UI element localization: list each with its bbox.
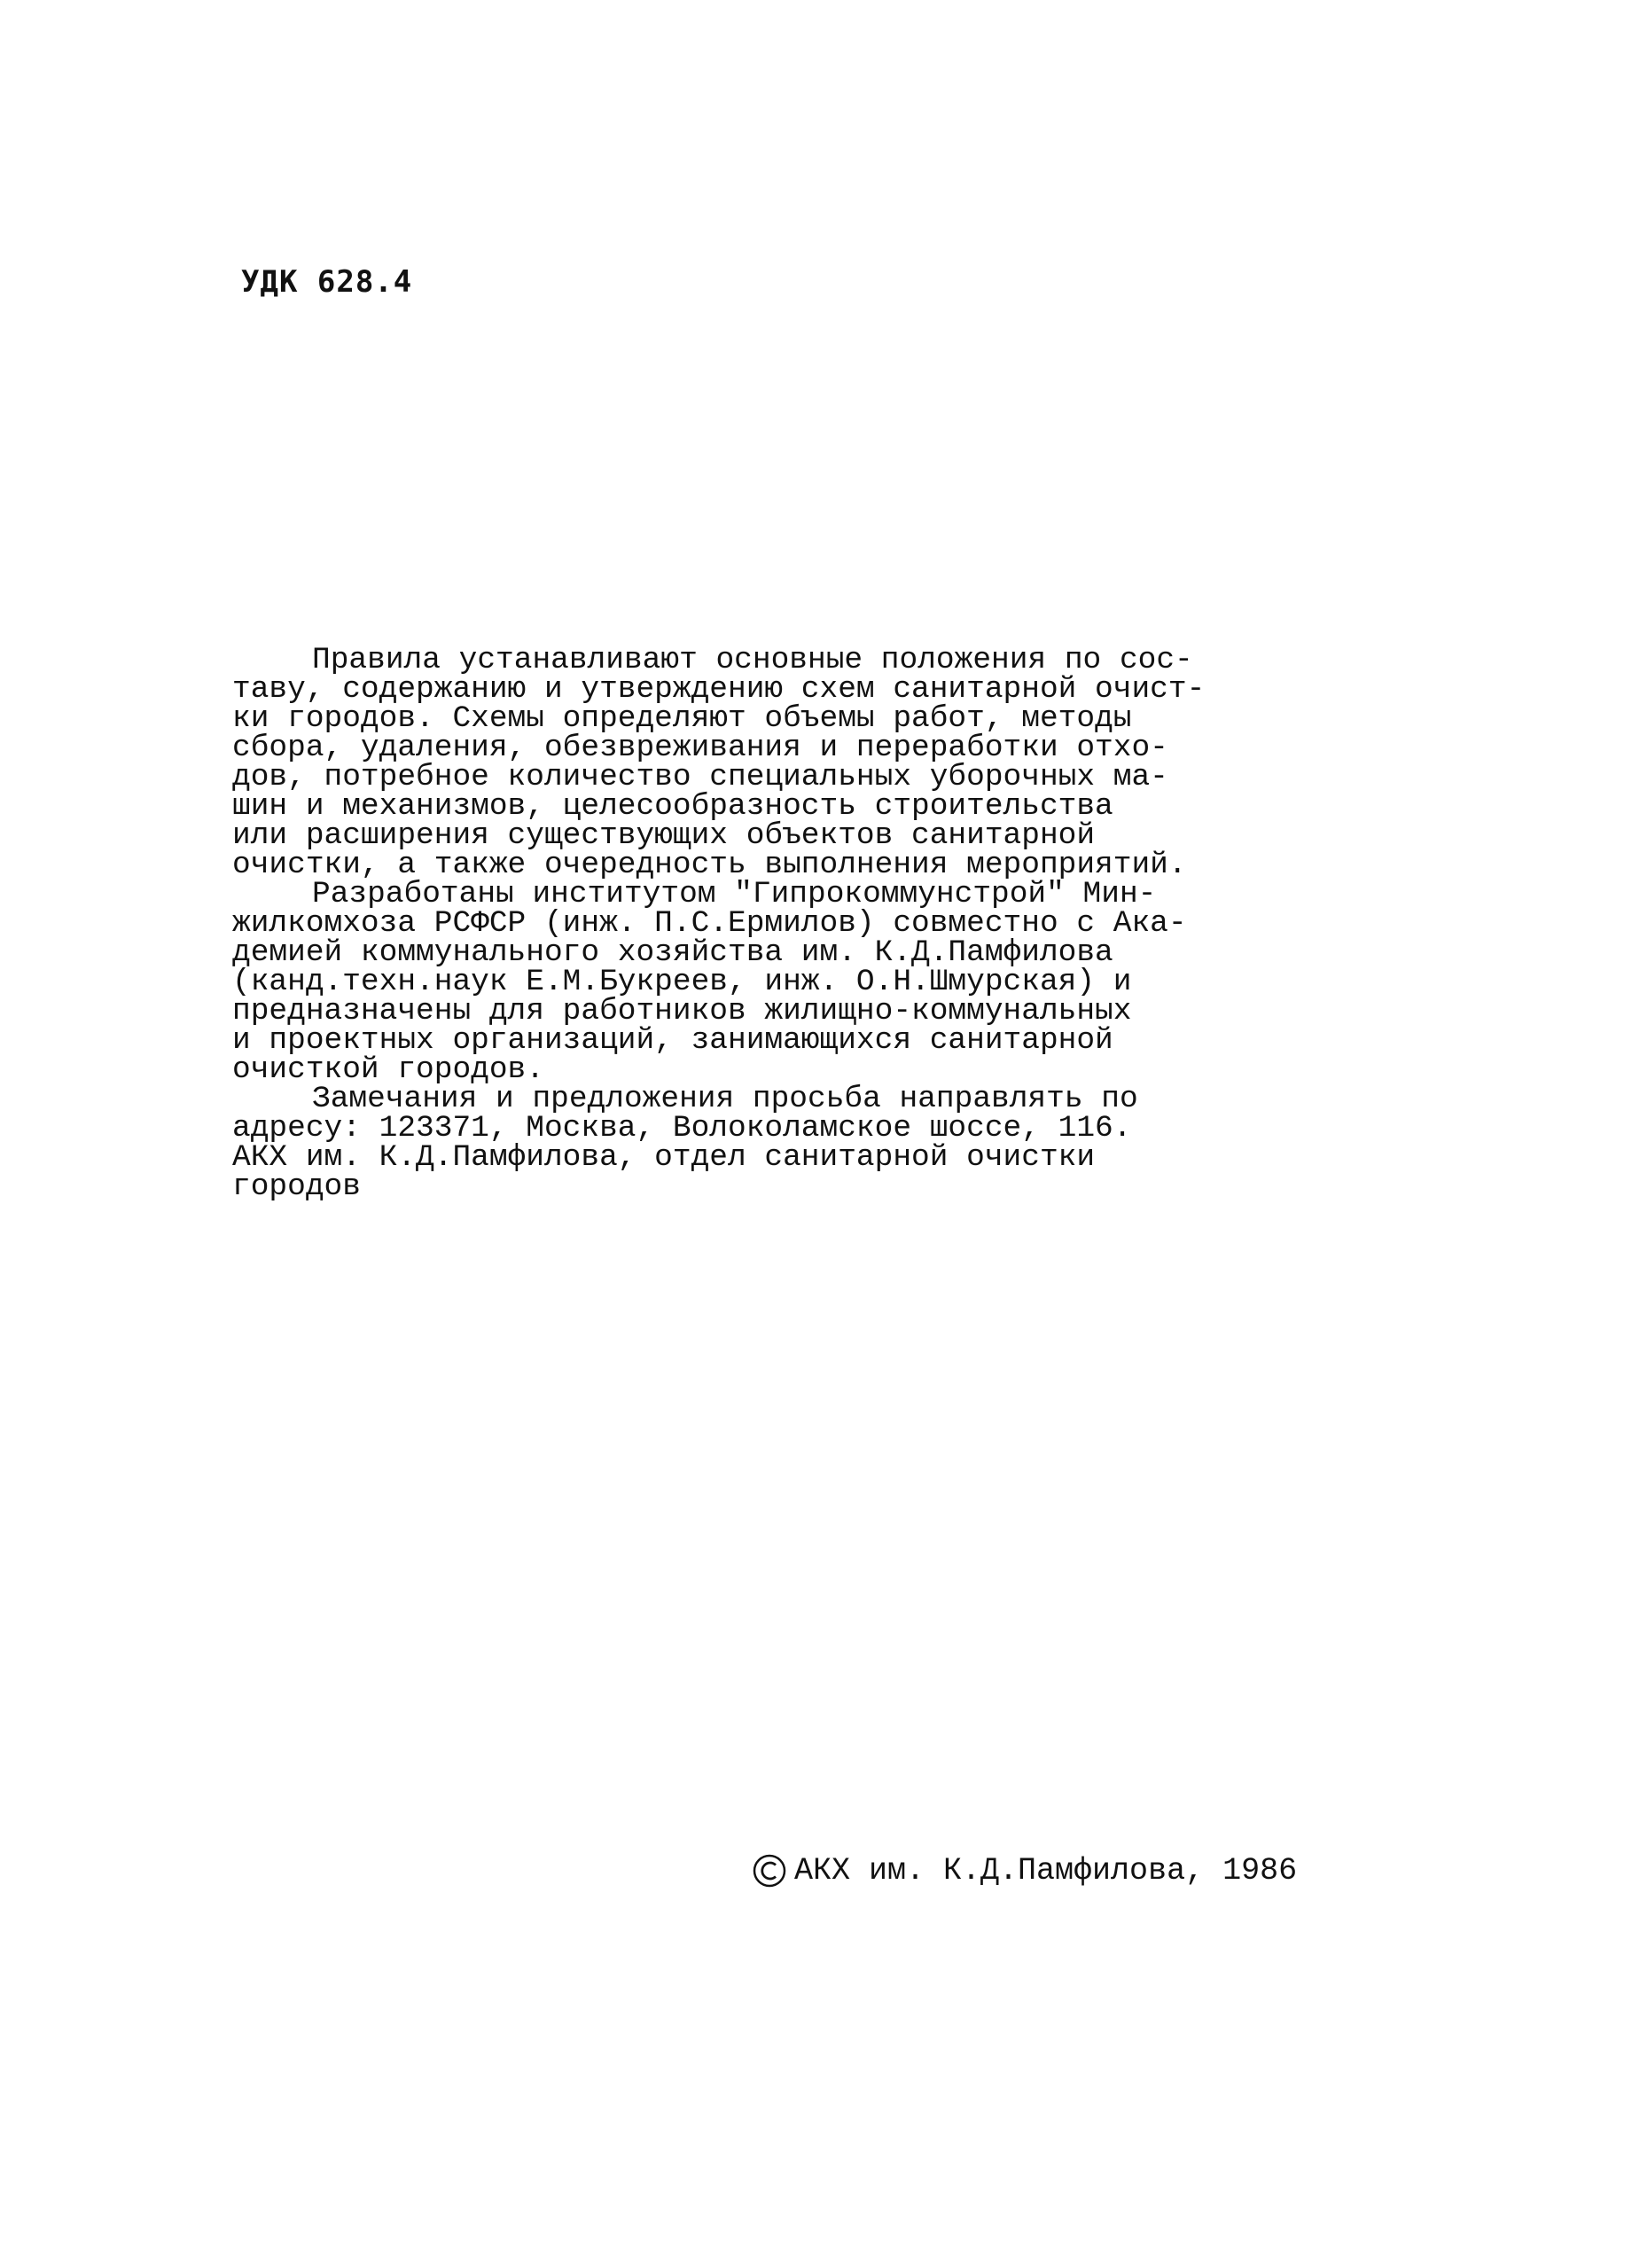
text-line: или расширения существующих объектов санитарной bbox=[232, 818, 1096, 853]
text-line: адресу: 123371, Москва, Волоколамское шоссе, 116. bbox=[232, 1111, 1132, 1146]
text-line: АКХ им. К.Д.Памфилова, отдел санитарной очистки bbox=[232, 1140, 1096, 1175]
udc-code: УДК 628.4 bbox=[241, 264, 413, 300]
text-line: шин и механизмов, целесообразность строительства bbox=[232, 789, 1113, 824]
paragraph-authors bbox=[232, 877, 1305, 1087]
text-line: дов, потребное количество специальных уборочных ма- bbox=[232, 760, 1168, 794]
text-line: демией коммунального хозяйства им. К.Д.Памфилова bbox=[232, 935, 1113, 970]
copyright-icon bbox=[752, 1853, 787, 1889]
text-line: городов bbox=[232, 1169, 361, 1204]
text-line: таву, содержанию и утверждению схем санитарной очист- bbox=[232, 672, 1206, 707]
text-line: сбора, удаления, обезвреживания и переработки отхо- bbox=[232, 731, 1168, 765]
paragraph-contact bbox=[232, 1082, 1305, 1204]
text-line: Разработаны институтом "Гипрокоммунстрой" Мин- bbox=[312, 877, 1157, 911]
text-line: ки городов. Схемы определяют объемы работ, методы bbox=[232, 701, 1132, 736]
text-line: предназначены для работников жилищно-коммунальных bbox=[232, 994, 1132, 1028]
copyright-text: АКХ им. К.Д.Памфилова, 1986 bbox=[794, 1853, 1298, 1889]
text-line: очистки, а также очередность выполнения мероприятий. bbox=[232, 848, 1187, 882]
text-line: Замечания и предложения просьба направлять по bbox=[312, 1082, 1138, 1116]
text-line: (канд.техн.наук Е.М.Букреев, инж. О.Н.Шмурская) и bbox=[232, 965, 1132, 999]
text-line: и проектных организаций, занимающихся санитарной bbox=[232, 1023, 1113, 1058]
abstract-text bbox=[232, 643, 1305, 1204]
text-line: очисткой городов. bbox=[232, 1052, 544, 1087]
paragraph-purpose bbox=[232, 643, 1305, 882]
text-line: жилкомхоза РСФСР (инж. П.С.Ермилов) совместно с Ака- bbox=[232, 906, 1187, 941]
text-line: Правила устанавливают основные положения по сос- bbox=[312, 643, 1193, 677]
copyright-notice bbox=[752, 1853, 1297, 1889]
